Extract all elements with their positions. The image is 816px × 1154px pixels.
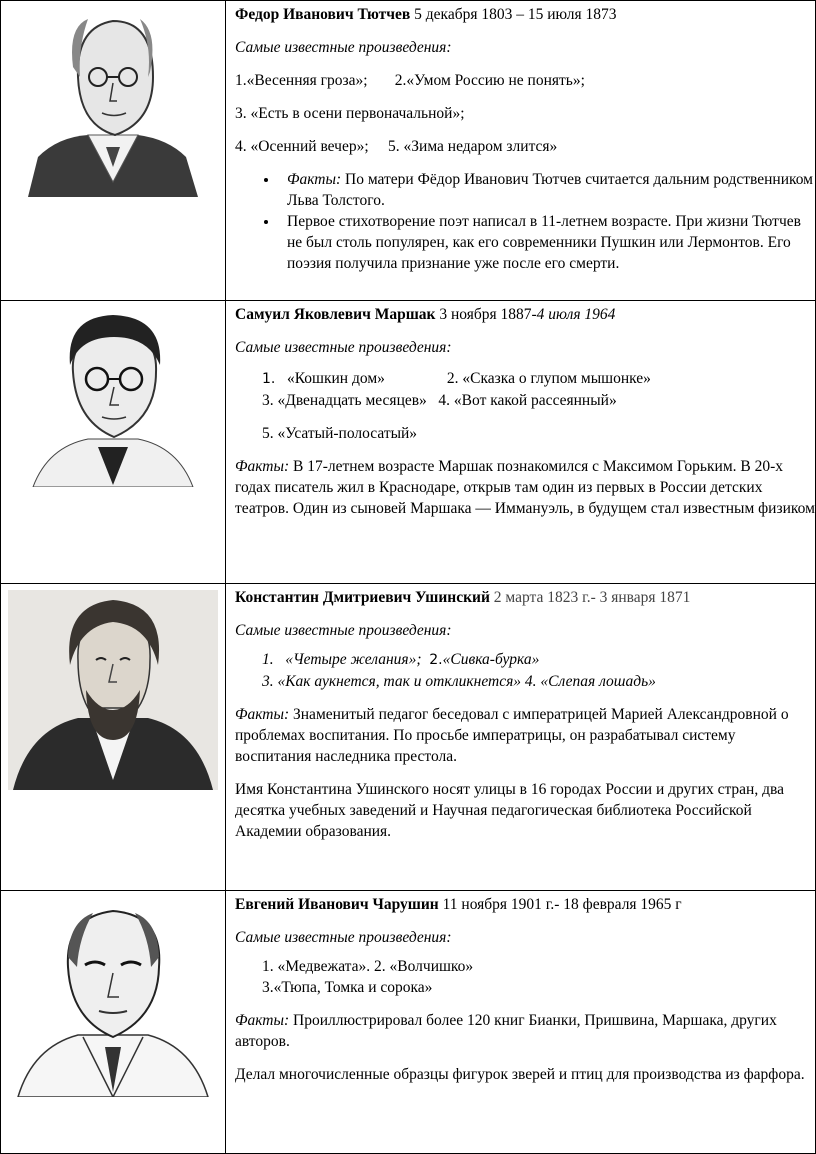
author-name: Федор Иванович Тютчев [235, 6, 411, 23]
portrait-cell [1, 584, 226, 891]
facts-label: Факты: [235, 458, 290, 475]
works-heading: Самые известные произведения: [235, 929, 452, 946]
fact-text: Делал многочисленные образцы фигурок зверей и птиц для производства из фарфора. [235, 1066, 805, 1083]
portrait-cell [1, 301, 226, 584]
fact-text: По матери Фёдор Иванович Тютчев считается дальним родственником Льва Толстого. [287, 171, 813, 209]
fact-item [279, 169, 815, 211]
author-row [1, 584, 816, 891]
works-heading: Самые известные произведения: [235, 39, 452, 56]
works-heading: Самые известные произведения: [235, 622, 452, 639]
author-info [226, 301, 816, 584]
fact-text: В 17-летнем возрасте Маршак познакомился с Максимом Горьким. В 20-х годах писатель жил в Краснодаре, открыв там один из первых в России детских театров. Один из сыновей Маршака — Иммануэль, в будущем стал известным физиком [235, 458, 815, 517]
facts-label: Факты: [287, 171, 342, 188]
author-info [226, 584, 816, 891]
facts-list [235, 169, 815, 274]
author-name: Евгений Иванович Чарушин [235, 896, 439, 913]
fact-text: Знаменитый педагог беседовал с императрицей Марией Александровной о проблемах воспитания. По просьбе императрицы, он разрабатывал систему воспитания наследника престола. [235, 706, 789, 765]
fact-item: • Первое стихотворение поэт написал в 11-летнем возрасте. При жизни Тютчев не был столь популярен, как его современники Пушкин или Лермонтов. Его поэзия получила признание уже после его смерти. [279, 211, 815, 274]
author-dates: 3 ноября 1887- [435, 306, 537, 323]
works-line: 3. «Как аукнется, так и откликнется» 4. «Слепая лошадь» [262, 673, 656, 690]
works-line: 1. «Кошкин дом» 2. «Сказка о глупом мышонке» [262, 370, 651, 387]
portrait-ushinsky [8, 590, 218, 790]
author-dates-end: 4 июля 1964 [536, 306, 616, 323]
author-dates: 5 декабря 1803 – 15 июля 1873 [410, 6, 617, 23]
author-name: Константин Дмитриевич Ушинский [235, 589, 490, 606]
portrait-cell [1, 1, 226, 301]
author-row [1, 301, 816, 584]
author-info [226, 891, 816, 1154]
facts-label: Факты: [235, 706, 290, 723]
works-line: 3.«Тюпа, Томка и сорока» [262, 979, 433, 996]
fact-text: Имя Константина Ушинского носят улицы в 16 городах России и других стран, два десятка учебных заведений и Научная педагогическая библиотека Российской Академии образования. [235, 781, 784, 840]
author-dates: 11 ноября 1901 г.- 18 февраля 1965 г [438, 896, 682, 913]
works-line: 1. «Медвежата». 2. «Волчишко» [262, 958, 474, 975]
author-name: Самуил Яковлевич Маршак [235, 306, 436, 323]
works-line: 5. «Усатый-полосатый» [262, 425, 418, 442]
works-line: 1. «Четыре желания»; 2.«Сивка-бурка» [262, 651, 540, 668]
fact-text: Проиллюстрировал более 120 книг Бианки, Пришвина, Маршака, других авторов. [235, 1012, 777, 1050]
portrait-charushin [13, 897, 213, 1097]
works-line: 3. «Есть в осени первоначальной»; [235, 105, 465, 122]
author-info [226, 1, 816, 301]
works-line: 3. «Двенадцать месяцев» 4. «Вот какой рассеянный» [262, 392, 617, 409]
works-line: 4. «Осенний вечер»; 5. «Зима недаром злится» [235, 138, 558, 155]
portrait-tyutchev [18, 7, 208, 197]
author-row [1, 891, 816, 1154]
works-line: 1.«Весенняя гроза»; 2.«Умом Россию не понять»; [235, 72, 585, 89]
author-row [1, 1, 816, 301]
facts-label: Факты: [235, 1012, 290, 1029]
portrait-marshak [18, 307, 208, 487]
works-heading: Самые известные произведения: [235, 339, 452, 356]
author-dates: 2 марта 1823 г.- 3 января 1871 [489, 589, 691, 606]
portrait-cell [1, 891, 226, 1154]
